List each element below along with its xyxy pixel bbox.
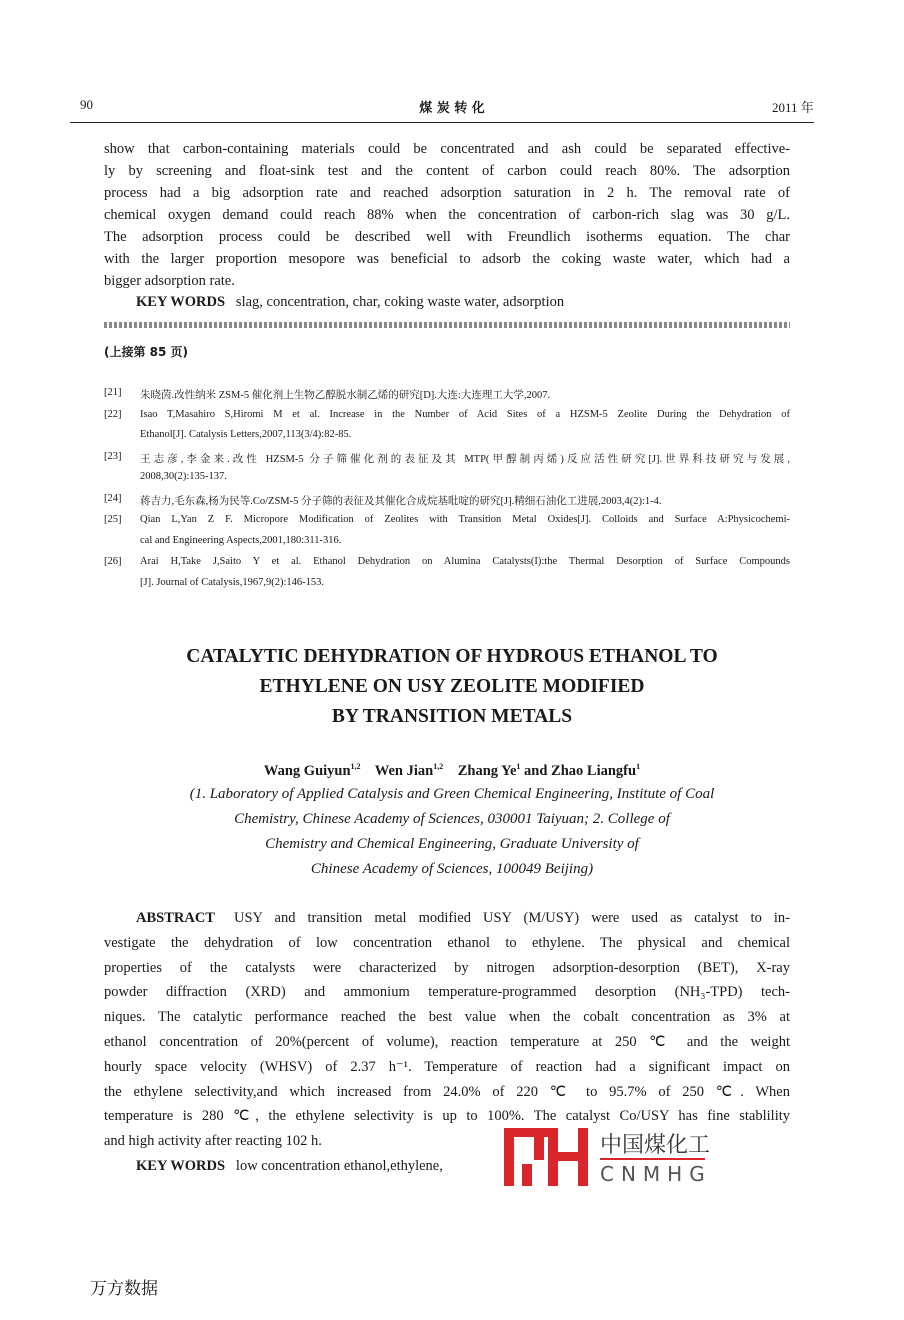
reference-number: [23] bbox=[104, 450, 122, 462]
abstract-line: ethanol concentration of 20%(percent of volume), reaction temperature at 250 ℃ and the weight bbox=[104, 1034, 790, 1050]
and: and bbox=[524, 762, 548, 779]
title-line: BY TRANSITION METALS bbox=[331, 706, 573, 727]
affiliation-line: Chemistry, Chinese Academy of Sciences, 030001 Taiyuan; 2. College of bbox=[234, 811, 670, 827]
year: 2011 年 bbox=[772, 100, 814, 115]
reference-line: cal and Engineering Aspects,2001,180:311-316. bbox=[140, 534, 342, 546]
text-line: chemical oxygen demand could reach 88% when the concentration of carbon-rich slag was 30 g/L. bbox=[104, 207, 790, 223]
abstract-line: the ethylene selectivity,and which increased from 24.0% of 220 ℃ to 95.7% of 250 ℃. When bbox=[104, 1083, 790, 1100]
title-line: ETHYLENE ON USY ZEOLITE MODIFIED bbox=[259, 676, 645, 697]
abstract-line: temperature is 280 ℃, the ethylene selectivity is up to 100%. The catalyst Co/USY has fine stablility bbox=[104, 1108, 790, 1125]
key-words-label: KEY WORDS bbox=[136, 294, 226, 310]
affiliation-line: (1. Laboratory of Applied Catalysis and Green Chemical Engineering, Institute of Coal bbox=[189, 786, 715, 802]
abstract-line: hourly space velocity (WHSV) of 2.37 h⁻¹. Temperature of reaction had a significant impact on bbox=[104, 1058, 790, 1075]
key-words-label: KEY WORDS bbox=[136, 1158, 226, 1174]
reference-line: Isao T,Masahiro S,Hiromi M et al. Increase in the Number of Acid Sites of a HZSM-5 Zeolite During the Dehydration of bbox=[140, 408, 790, 420]
key-words: slag, concentration, char, coking waste water, adsorption bbox=[235, 294, 565, 310]
text-line: bigger adsorption rate. bbox=[104, 273, 235, 289]
author: Zhao Liangfu bbox=[551, 762, 637, 779]
reference-line: Arai H,Take J,Saito Y et al. Ethanol Dehydration on Alumina Catalysts(I):the Thermal Desorption of Surface Compounds bbox=[140, 556, 790, 567]
reference-line: [J]. Journal of Catalysis,1967,9(2):146-153. bbox=[140, 576, 325, 588]
abstract-line: properties of the catalysts were characterized by nitrogen adsorption-desorption (BET), X-ray bbox=[104, 959, 790, 976]
logo-cn: 中国煤化工 bbox=[600, 1133, 711, 1158]
continued-note: (上接第 85 页) bbox=[104, 345, 189, 359]
abstract-line: and high activity after reacting 102 h. bbox=[104, 1133, 322, 1150]
reference-number: [24] bbox=[104, 492, 122, 504]
abstract-line: vestigate the dehydration of low concentration ethanol to ethylene. The physical and chemical bbox=[104, 934, 790, 951]
abstract-label: ABSTRACT bbox=[136, 910, 215, 926]
author-sup: 1 bbox=[636, 762, 641, 771]
reference-line: Qian L,Yan Z F. Micropore Modification of Zeolites with Transition Metal Oxides[J]. Colloids and Surface A:Physicochemi- bbox=[140, 514, 790, 525]
abstract-line: USY and transition metal modified USY (M/USY) were used as catalyst to in- bbox=[234, 910, 790, 926]
author-sup: 1,2 bbox=[350, 762, 361, 771]
logo-mark-icon bbox=[500, 1126, 592, 1188]
reference-line: 2008,30(2):135-137. bbox=[140, 471, 227, 482]
reference-number: [22] bbox=[104, 408, 122, 420]
reference-line: Ethanol[J]. Catalysis Letters,2007,113(3/4):82-85. bbox=[140, 429, 352, 440]
text-line: with the larger proportion mesopore was beneficial to adsorb the coking waste water, which had a bbox=[104, 251, 790, 267]
text-line: The adsorption process could be described well with Freundlich isotherms equation. The char bbox=[104, 229, 790, 245]
affiliation-line: Chemistry and Chemical Engineering, Graduate University of bbox=[265, 836, 639, 852]
wavy-divider bbox=[104, 322, 790, 328]
header-rule bbox=[70, 122, 814, 123]
prev-key-words bbox=[136, 294, 822, 311]
author-sup: 1,2 bbox=[433, 762, 444, 771]
reference-line: 王志彦,李金来.改性 HZSM-5 分子筛催化剂的表征及其 MTP(甲醇制丙烯)反应活性研究[J].世界科技研究与发展, bbox=[140, 453, 790, 465]
abstract-line: niques. The catalytic performance reached the best value when the cobalt concentration as 3% at bbox=[104, 1009, 790, 1026]
reference-number: [25] bbox=[104, 514, 122, 525]
page-number: 90 bbox=[80, 97, 93, 112]
author-sup: 1 bbox=[516, 762, 521, 771]
author: Wen Jian bbox=[374, 762, 434, 779]
abstract-line: powder diffraction (XRD) and ammonium temperature-programmed desorption (NH₃-TPD) tech- bbox=[104, 984, 790, 1001]
watermark-logo bbox=[500, 1126, 710, 1190]
author: Wang Guiyun bbox=[263, 762, 351, 779]
reference-line: 朱晓茵.改性纳米 ZSM-5 催化剂上生物乙醇脱水制乙烯的研究[D].大连:大连理工大学,2007. bbox=[140, 390, 551, 401]
logo-en: CNMHG bbox=[600, 1162, 712, 1186]
author: Zhang Ye bbox=[457, 762, 517, 779]
text-line: ly by screening and float-sink test and the content of carbon could reach 80%. The adsorption bbox=[104, 163, 790, 179]
reference-number: [26] bbox=[104, 556, 122, 567]
reference-number: [21] bbox=[104, 387, 122, 398]
reference-line: 蒋吉力,毛东森,杨为民等.Co/ZSM-5 分子筛的表征及其催化合成烷基吡啶的研究[J].精细石油化工进展,2003,4(2):1-4. bbox=[140, 495, 662, 507]
key-words: low concentration ethanol,ethylene, bbox=[235, 1158, 443, 1174]
key-words-line bbox=[136, 1158, 822, 1175]
footer-watermark: 万方数据 bbox=[90, 1279, 158, 1299]
authors bbox=[0, 762, 904, 780]
title-line: CATALYTIC DEHYDRATION OF HYDROUS ETHANOL TO bbox=[186, 646, 718, 667]
text-line: show that carbon-containing materials could be concentrated and ash could be separated effective- bbox=[104, 141, 790, 157]
text-line: process had a big adsorption rate and reached adsorption saturation in 2 h. The removal rate of bbox=[104, 185, 790, 201]
affiliation-line: Chinese Academy of Sciences, 100049 Beijing) bbox=[310, 861, 594, 877]
journal-name: 煤 炭 转 化 bbox=[419, 101, 485, 116]
logo-rule bbox=[600, 1158, 705, 1160]
